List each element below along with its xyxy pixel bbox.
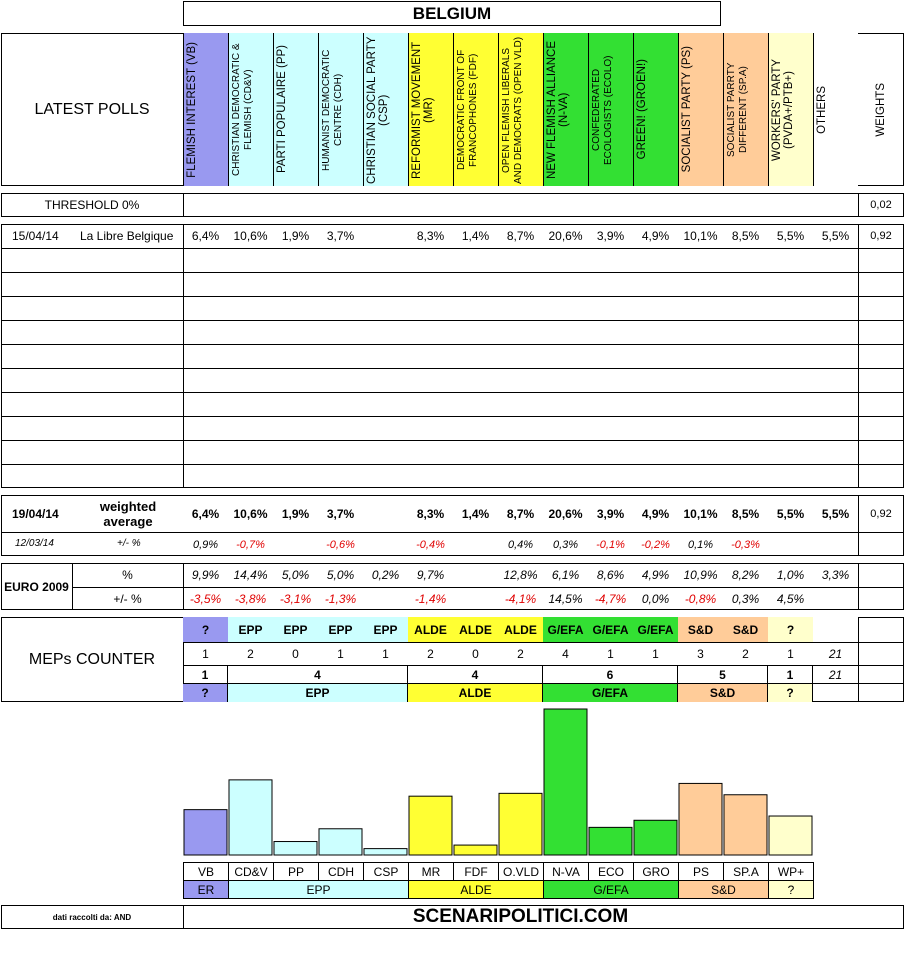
euro-value: 8,2% xyxy=(731,568,760,582)
mep-party-group: G/EFA xyxy=(543,617,588,642)
poll-value: 4,9% xyxy=(641,229,670,243)
weighted-diff-value xyxy=(363,533,408,556)
category-label: CDH xyxy=(318,862,364,881)
mep-seat: 2 xyxy=(427,646,434,661)
party-header-3 xyxy=(318,33,363,186)
euro-value: 6,1% xyxy=(551,568,580,582)
threshold-label: THRESHOLD 0% xyxy=(44,198,140,212)
euro-diff-value: 0,0% xyxy=(641,591,670,606)
euro-diff-value: -1,4% xyxy=(414,591,447,606)
party-header-0 xyxy=(183,33,228,186)
party-header-4 xyxy=(363,33,408,186)
footer-source: dati raccolti da: AND xyxy=(52,912,132,922)
mep-seat: 1 xyxy=(652,646,659,661)
bar-CDH xyxy=(319,829,362,855)
category-label: FDF xyxy=(453,862,499,881)
weighted-value: 3,7% xyxy=(326,506,355,521)
euro-diff-value: -1,3% xyxy=(324,591,357,606)
party-name: FLEMISH INTEREST (VB) xyxy=(185,41,198,178)
category-label: O.VLD xyxy=(498,862,544,881)
mep-seat: 21 xyxy=(828,646,843,661)
poll-row-line xyxy=(1,392,904,393)
mep-seat: 1 xyxy=(607,646,614,661)
weighted-value: 10,6% xyxy=(233,506,268,521)
party-name: REFORMIST MOVEMENT (MR) xyxy=(410,40,435,179)
mep-party-group: ALDE xyxy=(408,617,453,642)
euro-value: 10,9% xyxy=(683,568,718,582)
prev-date: 12/03/14 xyxy=(15,538,54,549)
mep-seat: 1 xyxy=(382,646,389,661)
weighted-value: 1,4% xyxy=(461,506,490,521)
party-name: WORKERS' PARTY (PVDA+/PTB+) xyxy=(770,58,795,161)
weighted-diff-value: 0,3% xyxy=(552,538,579,551)
weighted-value: 3,9% xyxy=(596,506,625,521)
category-label: VB xyxy=(183,862,229,881)
category-label: CD&V xyxy=(228,862,274,881)
euro-diff-value: -4,1% xyxy=(504,591,537,606)
poll-value: 1,4% xyxy=(461,229,490,243)
group-label: ALDE xyxy=(408,880,544,899)
party-name: GREEN! (GROEN!) xyxy=(635,59,648,160)
title-text: BELGIUM xyxy=(412,3,492,23)
weighted-diff-value: -0,3% xyxy=(731,538,760,551)
mep-seat: 1 xyxy=(202,646,209,661)
bar-ECO xyxy=(589,827,632,855)
party-header-8 xyxy=(543,33,588,186)
euro-value: 4,9% xyxy=(641,568,670,582)
weighted-diff-value: 0,1% xyxy=(687,538,714,551)
poll-value: 8,7% xyxy=(506,229,535,243)
party-name: PARTI POPULAIRE (PP) xyxy=(275,45,288,174)
mep-group-name: ? xyxy=(768,684,813,702)
poll-value: 8,5% xyxy=(731,229,760,243)
weighted-diff-value xyxy=(273,533,318,556)
bar-O.VLD xyxy=(499,793,542,855)
category-label: SP.A xyxy=(723,862,769,881)
footer-site: SCENARIPOLITICI.COM xyxy=(412,906,629,927)
poll-value: 20,6% xyxy=(548,229,583,243)
mep-party-group: ALDE xyxy=(453,617,498,642)
poll-weight: 0,92 xyxy=(870,230,892,242)
bar-SP.A xyxy=(724,795,767,855)
weighted-diff-value xyxy=(768,533,813,556)
group-label: ? xyxy=(768,880,814,899)
mep-group-total: 1 xyxy=(768,666,813,683)
poll-value: 5,5% xyxy=(821,229,850,243)
category-label: MR xyxy=(408,862,454,881)
party-name: OPEN FLEMISH LIBERALS AND DEMOCRATS (OPEN VLD) xyxy=(500,35,524,184)
bar-FDF xyxy=(454,845,497,855)
poll-value: 10,6% xyxy=(233,229,268,243)
weighted-diff-value: -0,4% xyxy=(416,538,445,551)
mep-party-group: S&D xyxy=(678,617,723,642)
mep-seat: 0 xyxy=(292,646,299,661)
poll-row-line xyxy=(1,464,904,465)
euro-diff-value xyxy=(813,587,858,610)
poll-value: 3,9% xyxy=(596,229,625,243)
category-label: WP+ xyxy=(768,862,814,881)
euro-value: 0,2% xyxy=(371,568,400,582)
party-header-1 xyxy=(228,33,273,186)
mep-party-group: ALDE xyxy=(498,617,543,642)
poll-value xyxy=(363,224,408,248)
bar-N-VA xyxy=(544,709,587,855)
party-name: DEMOCRATIC FRONT OF FRANCOPHONES (FDF) xyxy=(455,49,479,170)
party-name: SOCIALIST PARRTY DIFFERENT (SP.A) xyxy=(725,62,749,157)
mep-group-total: 4 xyxy=(228,666,408,683)
category-label: PS xyxy=(678,862,724,881)
party-header-9 xyxy=(588,33,633,186)
mep-party-group: S&D xyxy=(723,617,768,642)
poll-value: 1,9% xyxy=(281,229,310,243)
category-label: PP xyxy=(273,862,319,881)
group-label: S&D xyxy=(678,880,769,899)
weighted-diff-value xyxy=(453,533,498,556)
mep-seat: 0 xyxy=(472,646,479,661)
party-header-7 xyxy=(498,33,543,186)
party-name: HUMANIST DEMOCRATIC CENTRE (CDH) xyxy=(320,48,344,171)
category-label: GRO xyxy=(633,862,679,881)
weighted-value: 20,6% xyxy=(548,506,583,521)
bar-WP+ xyxy=(769,816,812,855)
mep-party-group: EPP xyxy=(363,617,408,642)
party-header-13 xyxy=(768,33,813,186)
euro-value: 1,0% xyxy=(776,568,805,582)
poll-row-line xyxy=(1,368,904,369)
weighted-weight: 0,92 xyxy=(870,507,892,520)
poll-value: 6,4% xyxy=(191,229,220,243)
poll-value: 3,7% xyxy=(326,229,355,243)
party-header-2 xyxy=(273,33,318,186)
poll-row-line xyxy=(1,296,904,297)
poll-row-line xyxy=(1,320,904,321)
mep-party-group: ? xyxy=(183,617,228,642)
euro-value: 5,0% xyxy=(326,568,355,582)
bar-CSP xyxy=(364,849,407,855)
party-header-6 xyxy=(453,33,498,186)
mep-group-name: ALDE xyxy=(408,684,543,702)
euro-pct-label: % xyxy=(122,568,133,582)
mep-seat: 3 xyxy=(697,646,704,661)
poll-value: 10,1% xyxy=(683,229,718,243)
party-header-12 xyxy=(723,33,768,186)
weighted-value: 8,7% xyxy=(506,506,535,521)
party-header-5 xyxy=(408,33,453,186)
euro-value: 14,4% xyxy=(233,568,268,582)
latest-polls-label: LATEST POLLS xyxy=(34,100,150,118)
weighted-diff-value: -0,2% xyxy=(641,538,670,551)
mep-group-total: 5 xyxy=(678,666,768,683)
mep-seat: 2 xyxy=(247,646,254,661)
mep-seat: 4 xyxy=(562,646,569,661)
euro-diff-label: +/- % xyxy=(113,591,142,606)
bar-VB xyxy=(184,810,227,855)
weighted-value: 6,4% xyxy=(191,506,220,521)
euro-diff-value: -3,8% xyxy=(234,591,267,606)
page-title xyxy=(183,1,721,26)
weighted-diff-value: 0,9% xyxy=(192,538,219,551)
bar-PS xyxy=(679,783,722,855)
weighted-diff-value: -0,1% xyxy=(596,538,625,551)
euro-diff-value: -3,1% xyxy=(279,591,312,606)
euro-diff-value: -4,7% xyxy=(594,591,627,606)
weighted-value: 5,5% xyxy=(821,506,850,521)
weighted-diff-label: +/- % xyxy=(117,538,141,549)
mep-party-group: ? xyxy=(768,617,813,642)
category-label: CSP xyxy=(363,862,409,881)
bar-CD&V xyxy=(229,780,272,855)
weighted-value: 8,5% xyxy=(731,506,760,521)
bar-MR xyxy=(409,796,452,855)
party-name: SOCIALIST PARTY (PS) xyxy=(680,46,693,173)
weighted-value: 10,1% xyxy=(683,506,718,521)
poll-row-line xyxy=(1,344,904,345)
group-label: ER xyxy=(183,880,229,899)
weighted-value: 1,9% xyxy=(281,506,310,521)
mep-party-group: G/EFA xyxy=(633,617,678,642)
euro-diff-value: 0,3% xyxy=(731,591,760,606)
mep-group-total: 1 xyxy=(183,666,228,683)
mep-group-name: G/EFA xyxy=(543,684,678,702)
mep-party-group: G/EFA xyxy=(588,617,633,642)
weighted-label: weighted average xyxy=(99,499,157,529)
weighted-value xyxy=(363,495,408,532)
weighted-value: 8,3% xyxy=(416,506,445,521)
mep-group-name: EPP xyxy=(228,684,408,702)
mep-party-group: EPP xyxy=(273,617,318,642)
mep-party-group: EPP xyxy=(228,617,273,642)
euro-value: 5,0% xyxy=(281,568,310,582)
party-name: OTHERS xyxy=(815,85,828,134)
euro-value xyxy=(453,563,498,587)
poll-date: 15/04/14 xyxy=(12,229,59,243)
bar-PP xyxy=(274,842,317,855)
meps-label: MEPs COUNTER xyxy=(28,650,156,668)
mep-seat: 1 xyxy=(787,646,794,661)
mep-group-name: S&D xyxy=(678,684,768,702)
weighted-diff-value xyxy=(813,533,858,556)
mep-party-group: EPP xyxy=(318,617,363,642)
category-label: N-VA xyxy=(543,862,589,881)
mep-seat: 2 xyxy=(742,646,749,661)
poll-value: 8,3% xyxy=(416,229,445,243)
mep-total: 21 xyxy=(828,667,843,682)
weighted-value: 5,5% xyxy=(776,506,805,521)
poll-row-line xyxy=(1,440,904,441)
euro-diff-value: -3,5% xyxy=(189,591,222,606)
group-label: G/EFA xyxy=(543,880,679,899)
weighted-diff-value: -0,6% xyxy=(326,538,355,551)
euro-value: 9,7% xyxy=(416,568,445,582)
poll-row-line xyxy=(1,272,904,273)
group-label: EPP xyxy=(228,880,409,899)
euro-diff-value xyxy=(453,587,498,610)
mep-seat: 2 xyxy=(517,646,524,661)
weighted-diff-value: 0,4% xyxy=(507,538,534,551)
bar-chart xyxy=(0,702,908,862)
threshold-weight: 0,02 xyxy=(870,199,892,211)
euro-diff-value: 14,5% xyxy=(548,591,583,606)
bar-GRO xyxy=(634,820,677,855)
party-name: CHRISTIAN DEMOCRATIC & FLEMISH (CD&V) xyxy=(230,43,254,176)
weighted-diff-value: -0,7% xyxy=(236,538,265,551)
poll-value: 5,5% xyxy=(776,229,805,243)
mep-group-name: ? xyxy=(183,684,228,702)
mep-seat: 1 xyxy=(337,646,344,661)
mep-group-total: 6 xyxy=(543,666,678,683)
euro-value: 9,9% xyxy=(191,568,220,582)
party-name: CHRISTIAN SOCIAL PARTY (CSP) xyxy=(365,35,390,184)
euro-value: 12,8% xyxy=(503,568,538,582)
weights-header: WEIGHTS xyxy=(875,82,887,137)
poll-row-line xyxy=(1,248,904,249)
poll-source: La Libre Belgique xyxy=(80,229,174,243)
poll-row-line xyxy=(1,416,904,417)
category-label: ECO xyxy=(588,862,634,881)
row-line xyxy=(183,683,904,684)
party-header-14 xyxy=(813,33,858,186)
euro-value: 8,6% xyxy=(596,568,625,582)
weighted-value: 4,9% xyxy=(641,506,670,521)
party-header-10 xyxy=(633,33,678,186)
mep-group-total: 4 xyxy=(408,666,543,683)
mep-party-group xyxy=(813,617,858,642)
euro-diff-value: 4,5% xyxy=(776,591,805,606)
euro-label: EURO 2009 xyxy=(4,579,69,594)
weighted-date: 19/04/14 xyxy=(12,507,59,521)
party-name: NEW FLEMISH ALLIANCE (N-VA) xyxy=(545,40,570,179)
polls-block xyxy=(1,224,904,488)
party-name: CONFEDERATED ECOLOGISTS (ECOLO) xyxy=(590,54,614,165)
euro-diff-value xyxy=(363,587,408,610)
euro-value: 3,3% xyxy=(821,568,850,582)
euro-diff-value: -0,8% xyxy=(684,591,717,606)
party-header-11 xyxy=(678,33,723,186)
